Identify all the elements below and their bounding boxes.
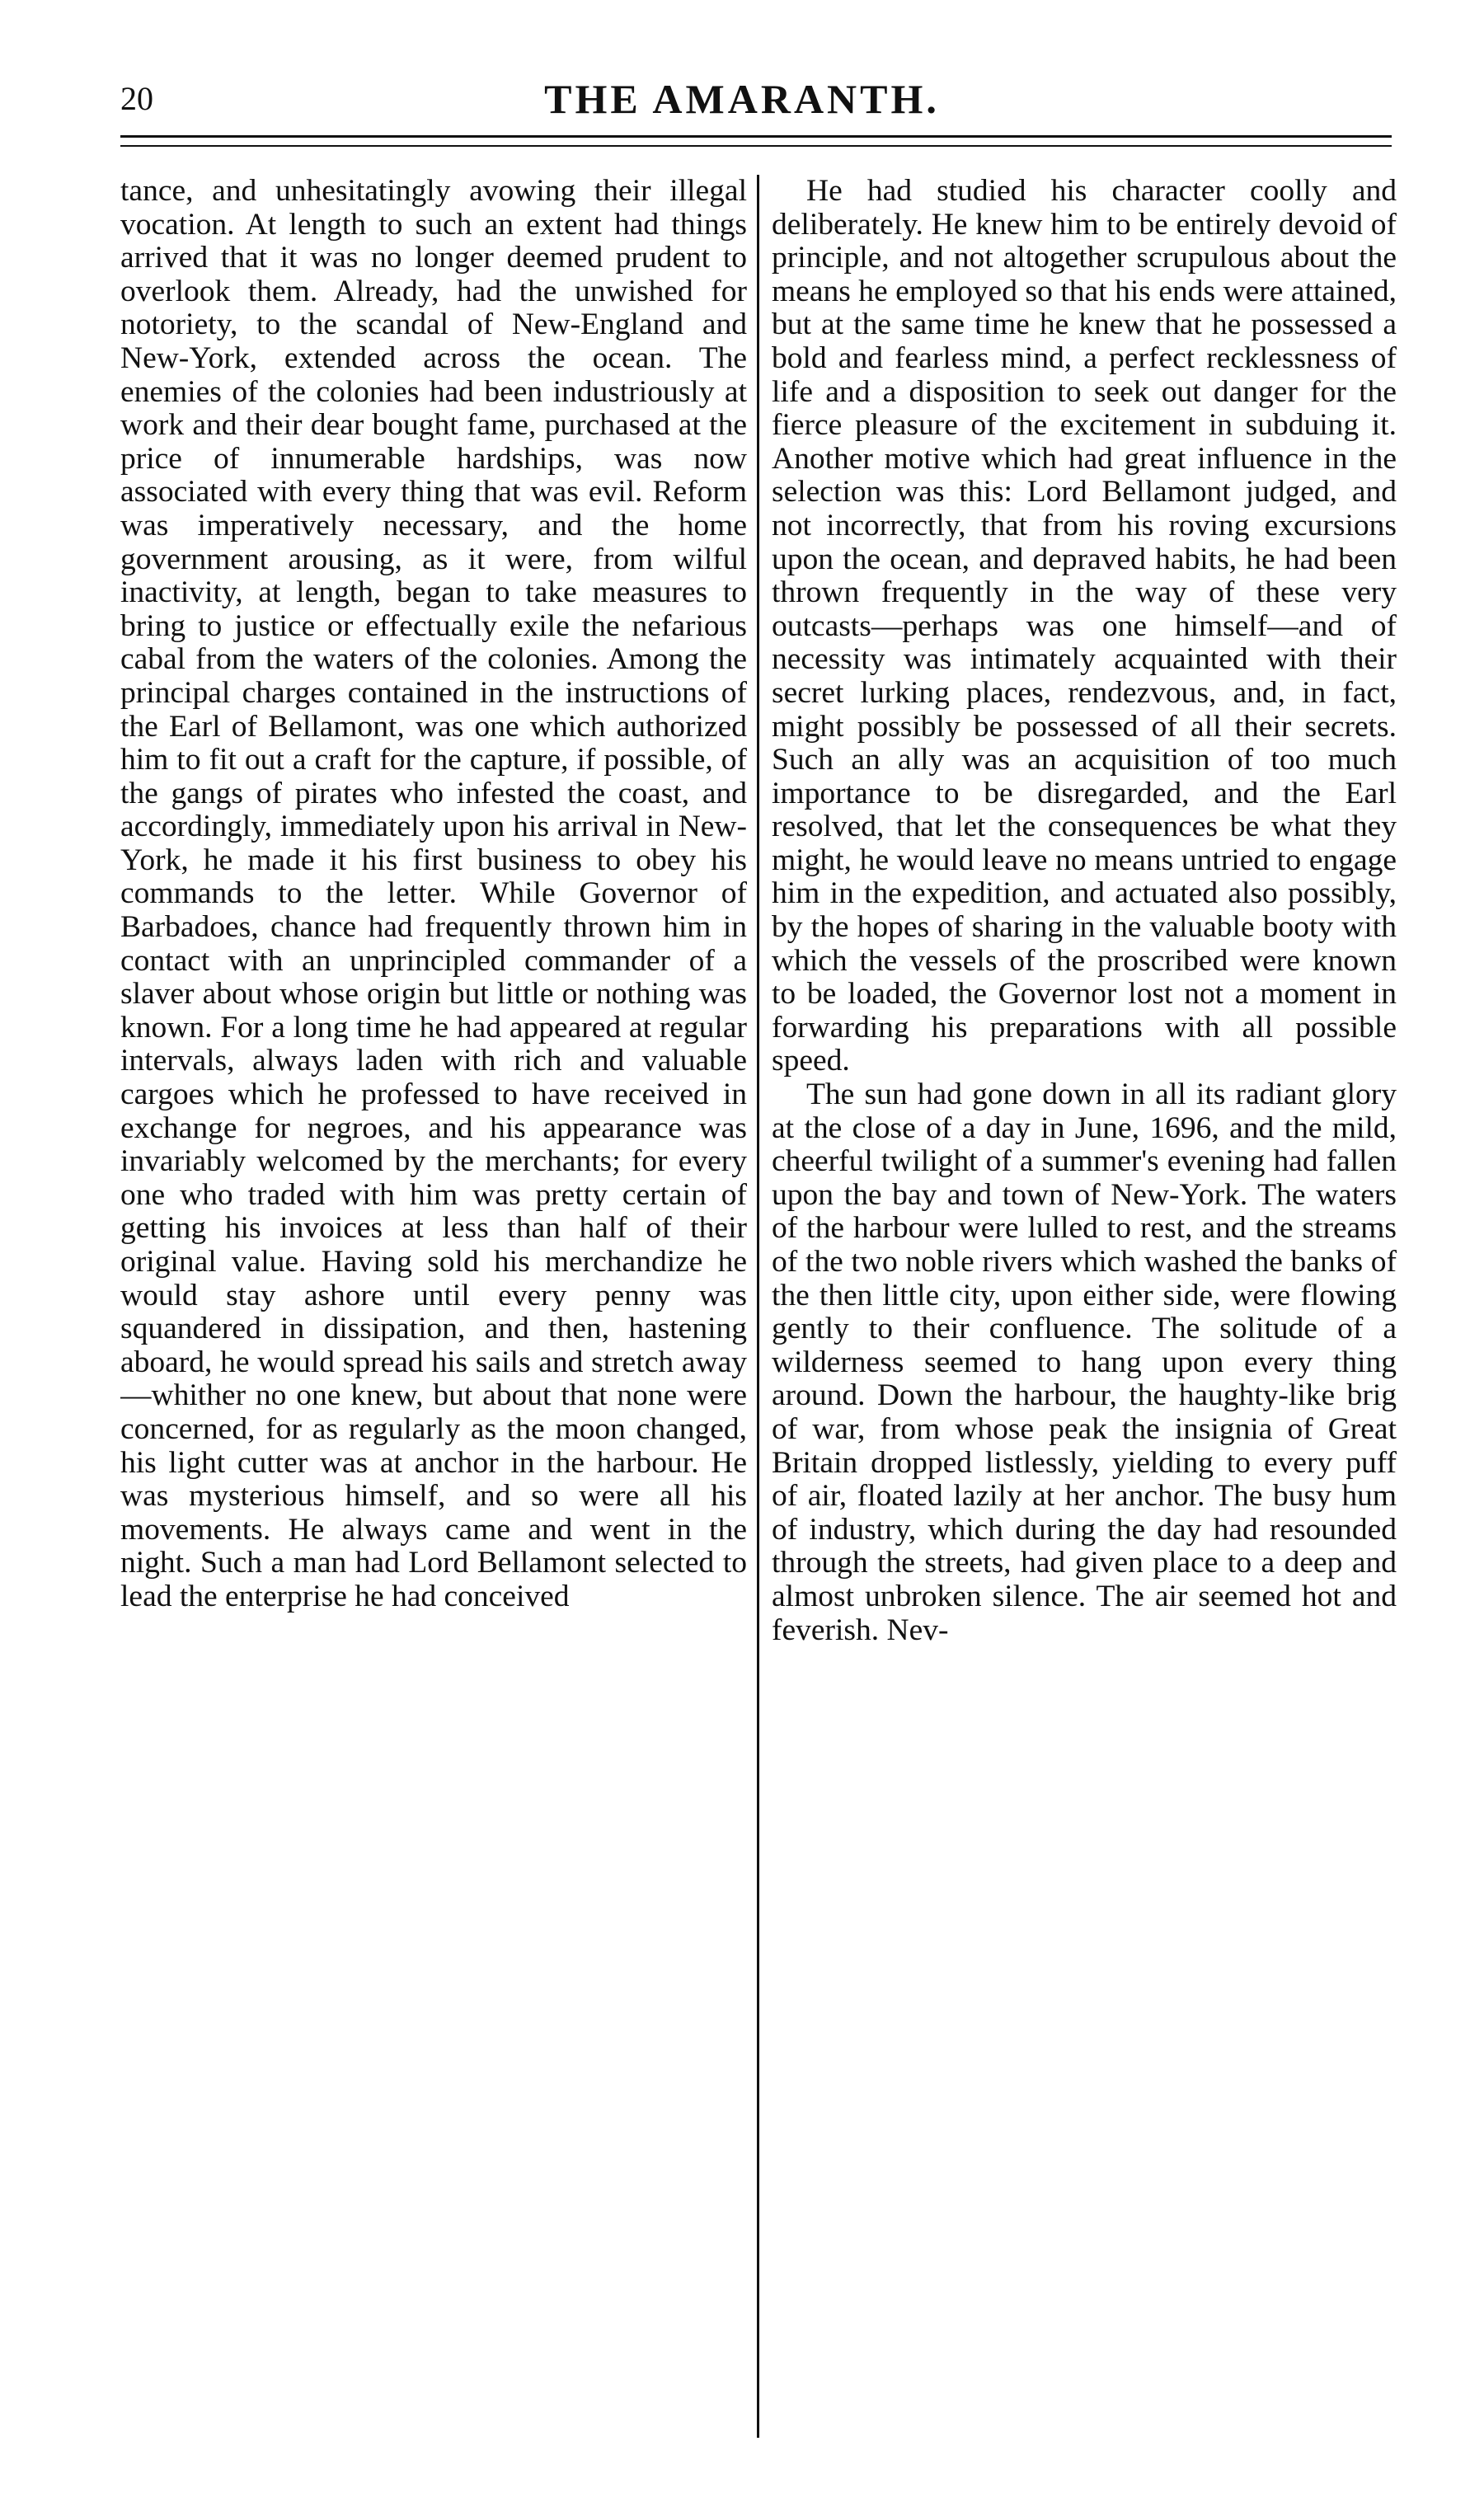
left-column xyxy=(120,175,747,2438)
page-number: 20 xyxy=(120,80,153,117)
left-paragraph-1: tance, and unhesitatingly avowing their illegal vocation. At length to such an extent had things arrived that it was no longer deemed prudent to overlook them. Already, had the unwished for notoriety, to the scandal of New-England and New-York, extended across the ocean. The enemies of the colonies had been industriously at work and their dear bought fame, purchased at the price of innumerable hardships, was now associated with every thing that was evil. Reform was imperatively necessary, and the home government arousing, as it were, from wilful inactivity, at length, began to take measures to bring to justice or effectually exile the nefarious cabal from the waters of the colonies. Among the principal charges contained in the instructions of the Earl of Bellamont, was one which authorized him to fit out a craft for the capture, if possible, of the gangs of pirates who infested the coast, and accordingly, immediately upon his arrival in New-York, he made it his first business to obey his commands to the letter. While Governor of Barbadoes, chance had frequently thrown him in contact with an unprincipled commander of a slaver about whose origin but little or nothing was known. For a long time he had appeared at regular intervals, always laden with rich and valuable cargoes which he professed to have received in exchange for negroes, and his appearance was invariably welcomed by the merchants; for every one who traded with him was pretty certain of getting his invoices at less than half of their original value. Having sold his merchandize he would stay ashore until every penny was squandered in dissipation, and then, hastening aboard, he would spread his sails and stretch away —whither no one knew, but about that none were concerned, for as regularly as the moon changed, his light cutter was at anchor in the harbour. He was mysterious himself, and so were all his movements. He always came and went in the night. Such a man had Lord Bellamont selected to lead the enterprise he had conceived xyxy=(120,175,747,1613)
column-divider xyxy=(757,175,759,2438)
header-rule-top xyxy=(120,135,1392,138)
right-paragraph-2: The sun had gone down in all its radiant glory at the close of a day in June, 1696, and the mild, cheerful twilight of a summer's evening had fallen upon the bay and town of New-York. The waters of the harbour were lulled to rest, and the streams of the two noble rivers which washed the banks of the then little city, upon either side, were flowing gently to their confluence. The solitude of a wilderness seemed to hang upon every thing around. Down the harbour, the haughty-like brig of war, from whose peak the insignia of Great Britain dropped listlessly, yielding to every puff of air, floated lazily at her anchor. The busy hum of industry, which during the day had resounded through the streets, had given place to a deep and almost unbroken silence. The air seemed hot and feverish. Nev- xyxy=(772,1077,1397,1647)
right-paragraph-1: He had studied his character coolly and deliberately. He knew him to be entirely devoid of principle, and not altogether scrupulous about the means he employed so that his ends were attained, but at the same time he knew that he possessed a bold and fearless mind, a perfect recklessness of life and a disposition to seek out danger for the fierce pleasure of the excitement in subduing it. Another motive which had great influence in the selection was this: Lord Bellamont judged, and not incorrectly, that from his roving excursions upon the ocean, and depraved habits, he had been thrown frequently in the way of these very outcasts—perhaps was one himself—and of necessity was intimately acquainted with their secret lurking places, rendezvous, and, in fact, might possibly be possessed of all their secrets. Such an ally was an acquisition of too much importance to be disregarded, and the Earl resolved, that let the consequences be what they might, he would leave no means untried to engage him in the expedition, and actuated also possibly, by the hopes of sharing in the valuable booty with which the vessels of the proscribed were known to be loaded, the Governor lost not a moment in forwarding his preparations with all possible speed. xyxy=(772,175,1397,1078)
right-column xyxy=(772,175,1397,2438)
running-title: THE AMARANTH. xyxy=(544,76,940,122)
header-rule-bottom xyxy=(120,145,1392,147)
